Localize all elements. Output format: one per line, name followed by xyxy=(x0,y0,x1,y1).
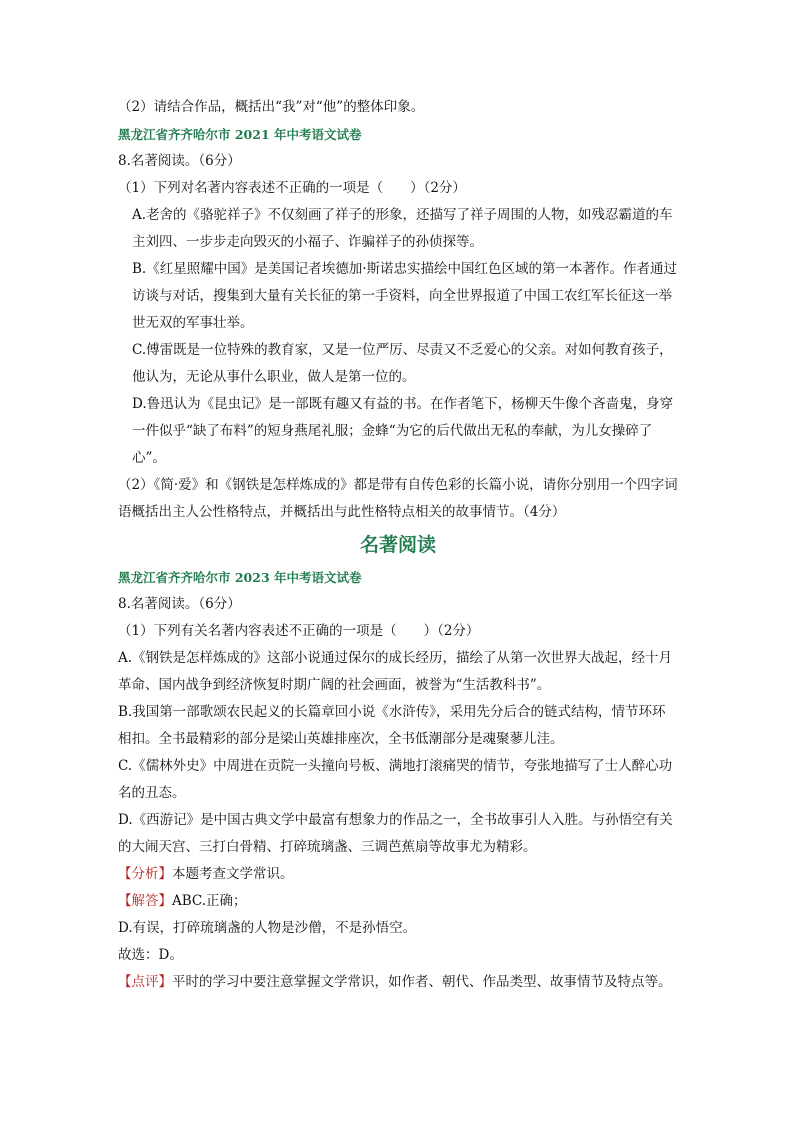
choice-line: 故选：D。 xyxy=(118,947,183,963)
option-b-2023: B.我国第一部歌颂农民起义的长篇章回小说《水浒传》，采用先分后合的链式结构，情节环环相扣。全书最精彩的部分是梁山英雄排座次，全书低潮部分是魂聚蓼儿洼。 xyxy=(118,704,666,747)
option-c-2021: C.傅雷既是一位特殊的教育家，又是一位严厉、尽责又不乏爱心的父亲。对如何教育孩子，他认为，无论从事什么职业，做人是第一位的。 xyxy=(132,342,673,385)
option-d-2023: D.《西游记》是中国古典文学中最富有想象力的作品之一，全书故事引人入胜。与孙悟空有关的大闹天宫、三打白骨精、打碎琉璃盏、三调芭蕉扇等故事尤为精彩。 xyxy=(118,812,673,855)
question-8-2021-sub2: （2）《简·爱》和《钢铁是怎样炼成的》都是带有自传色彩的长篇小说，请你分别用一个四字词语概括出主人公性格特点，并概括出与此性格特点相关的故事情节。（4分） xyxy=(118,477,678,520)
question-8-2021: 8.名著阅读。（6分） xyxy=(118,153,241,169)
comment-text: 平时的学习中要注意掌握文学常识，如作者、朝代、作品类型、故事情节及特点等。 xyxy=(172,974,672,990)
option-c-2023: C.《儒林外史》中周进在贡院一头撞向号板、满地打滚痛哭的情节，夸张地描写了士人醉心功名的丑态。 xyxy=(118,758,673,801)
option-b-2021: B.《红星照耀中国》是美国记者埃德加·斯诺忠实描绘中国红色区域的第一本著作。作者通过访谈与对话，搜集到大量有关长征的第一手资料，向全世界报道了中国工农红军长征这一举世无双的军事壮举。 xyxy=(132,261,678,331)
question-8-2021-sub1: （1）下列对名著内容表述不正确的一项是（ ）（2分） xyxy=(118,180,466,196)
analysis-line xyxy=(118,861,678,888)
option-a-2021: A.老舍的《骆驼祥子》不仅刻画了祥子的形象，还描写了祥子周围的人物，如残忍霸道的车主刘四、一步步走向毁灭的小福子、诈骗祥子的孙侦探等。 xyxy=(132,207,673,250)
document-page xyxy=(118,94,678,996)
answer-d-line: D.有误，打碎琉璃盏的人物是沙僧，不是孙悟空。 xyxy=(118,920,417,936)
question-8-2023-sub1: （1）下列有关名著内容表述不正确的一项是（ ）（2分） xyxy=(118,623,480,639)
comment-tag: 【点评】 xyxy=(118,974,172,990)
analysis-tag: 【分析】 xyxy=(118,866,172,882)
answer-line xyxy=(118,888,678,915)
question-8-2023: 8.名著阅读。（6分） xyxy=(118,596,241,612)
comment-line xyxy=(118,969,678,996)
option-a-2023: A.《钢铁是怎样炼成的》这部小说通过保尔的成长经历，描绘了从第一次世界大战起，经十月革命、国内战争到经济恢复时期广阔的社会画面，被誉为“生活教科书”。 xyxy=(118,650,673,693)
answer-tag: 【解答】 xyxy=(118,893,172,909)
source-2023: 黑龙江省齐齐哈尔市 2023 年中考语文试卷 xyxy=(118,570,362,585)
question-2-previous: （2）请结合作品，概括出“我”对“他”的整体印象。 xyxy=(118,99,425,115)
section-title: 名著阅读 xyxy=(359,534,436,556)
option-d-2021: D.鲁迅认为《昆虫记》是一部既有趣又有益的书。在作者笔下，杨柳天牛像个吝啬鬼，身穿一件似乎“缺了布料”的短身燕尾礼服；金蜂“为它的后代做出无私的奉献，为儿女操碎了心”。 xyxy=(132,396,674,466)
answer-text: ABC.正确； xyxy=(172,893,247,909)
analysis-text: 本题考查文学常识。 xyxy=(172,866,294,882)
source-2021: 黑龙江省齐齐哈尔市 2021 年中考语文试卷 xyxy=(118,127,362,142)
